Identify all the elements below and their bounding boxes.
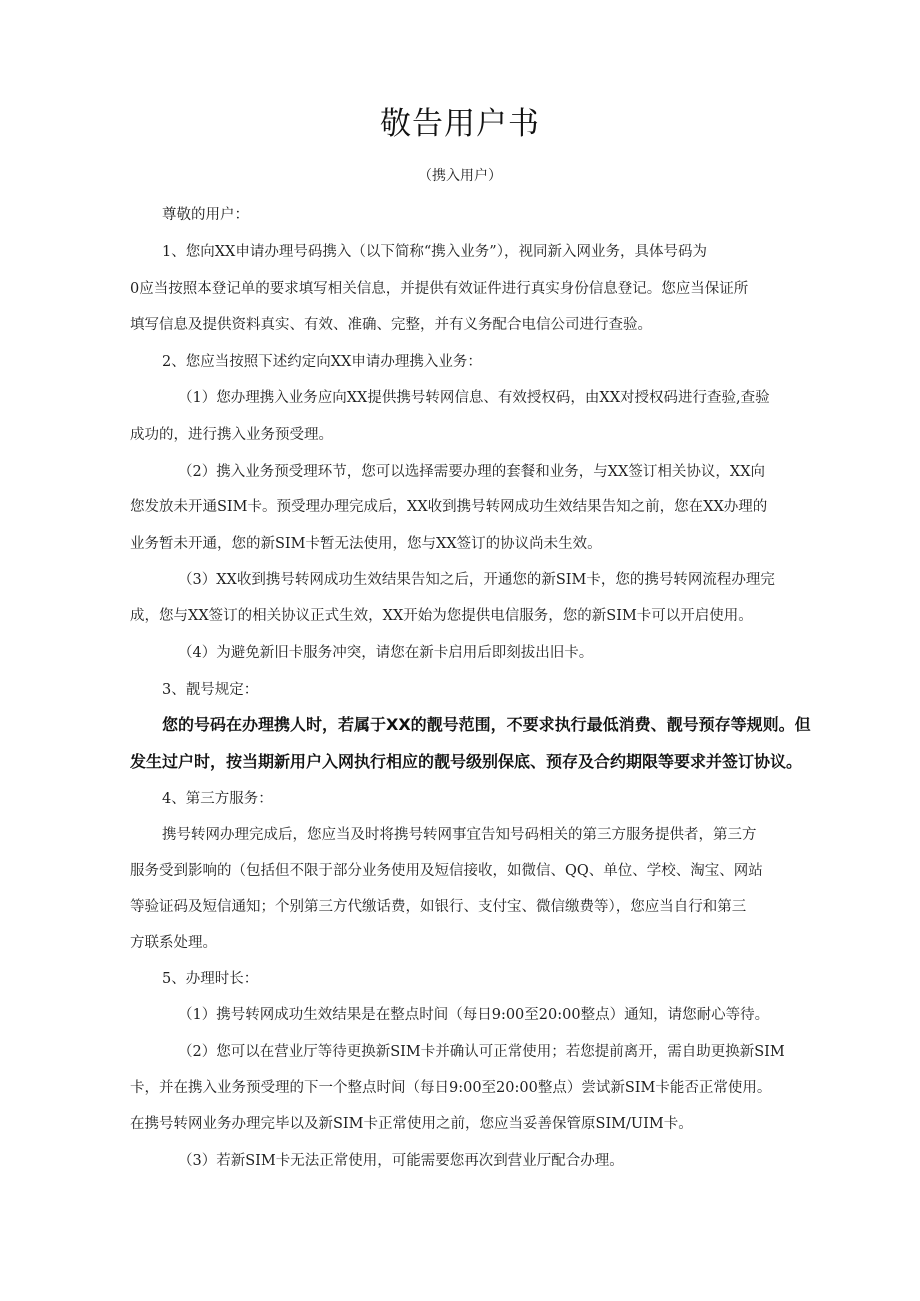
section-1-line-1: 1、您向XX申请办理号码携入（以下简称“携入业务”），视同新入网业务，具体号码为	[162, 244, 707, 260]
section-4-line-1: 携号转网办理完成后，您应当及时将携号转网事宜告知号码相关的第三方服务提供者，第三方	[162, 827, 757, 843]
page-subtitle: （携入用户）	[418, 168, 502, 184]
item-2-2-line-2: 您发放未开通SIM卡。预受理办理完成后，XX收到携号转网成功生效结果告知之前，您在XX办理的	[130, 499, 768, 515]
item-5-2-line-3: 在携号转网业务办理完毕以及新SIM卡正常使用之前，您应当妥善保管原SIM/UIM卡。	[130, 1116, 693, 1132]
section-4-heading: 4、第三方服务：	[162, 791, 273, 807]
section-1-line-2: 0应当按照本登记单的要求填写相关信息，并提供有效证件进行真实身份信息登记。您应当保证所	[130, 281, 749, 297]
item-2-4-line-1: （4）为避免新旧卡服务冲突，请您在新卡启用后即刻拔出旧卡。	[178, 645, 594, 661]
greeting: 尊敬的用户：	[162, 207, 249, 223]
item-5-2-line-1: （2）您可以在营业厅等待更换新SIM卡并确认可正常使用；若您提前离开，需自助更换新SIM	[178, 1044, 785, 1060]
section-4-line-3: 等验证码及短信通知；个别第三方代缴话费，如银行、支付宝、微信缴费等），您应当自行和第三	[130, 899, 747, 915]
section-3-bold-line-2: 发生过户时，按当期新用户入网执行相应的靓号级别保底、预存及合约期限等要求并签订协议。	[130, 752, 803, 771]
section-2-heading: 2、您应当按照下述约定向XX申请办理携入业务：	[162, 354, 482, 370]
item-2-3-line-1: （3）XX收到携号转网成功生效结果告知之后，开通您的新SIM卡，您的携号转网流程办理完	[178, 572, 775, 588]
item-5-1-line-1: （1）携号转网成功生效结果是在整点时间（每日9:00至20:00整点）通知，请您耐心等待。	[178, 1007, 770, 1023]
section-1-line-3: 填写信息及提供资料真实、有效、准确、完整，并有义务配合电信公司进行查验。	[130, 317, 652, 333]
item-2-2-line-1: （2）携入业务预受理环节，您可以选择需要办理的套餐和业务，与XX签订相关协议，XX向	[178, 464, 766, 480]
section-4-line-2: 服务受到影响的（包括但不限于部分业务使用及短信接收，如微信、QQ、单位、学校、淘宝、网站	[130, 863, 763, 879]
item-5-3-line-1: （3）若新SIM卡无法正常使用，可能需要您再次到营业厅配合办理。	[178, 1153, 624, 1169]
section-4-line-4: 方联系处理。	[130, 935, 217, 951]
item-2-2-line-3: 业务暂未开通，您的新SIM卡暂无法使用，您与XX签订的协议尚未生效。	[130, 536, 602, 552]
item-2-3-line-2: 成，您与XX签订的相关协议正式生效，XX开始为您提供电信服务，您的新SIM卡可以开启使用。	[130, 608, 753, 624]
page-title: 敬告用户书	[380, 106, 540, 142]
item-5-2-line-2: 卡，并在携入业务预受理的下一个整点时间（每日9:00至20:00整点）尝试新SIM卡能否正常使用。	[130, 1080, 772, 1096]
item-2-1-line-2: 成功的，进行携入业务预受理。	[130, 427, 333, 443]
section-3-bold-line-1: 您的号码在办理携人时，若属于XX的靓号范围，不要求执行最低消费、靓号预存等规则。但	[162, 715, 811, 734]
section-5-heading: 5、办理时长：	[162, 971, 259, 987]
item-2-1-line-1: （1）您办理携入业务应向XX提供携号转网信息、有效授权码，由XX对授权码进行查验,查验	[178, 390, 770, 406]
section-3-heading: 3、靓号规定：	[162, 682, 259, 698]
